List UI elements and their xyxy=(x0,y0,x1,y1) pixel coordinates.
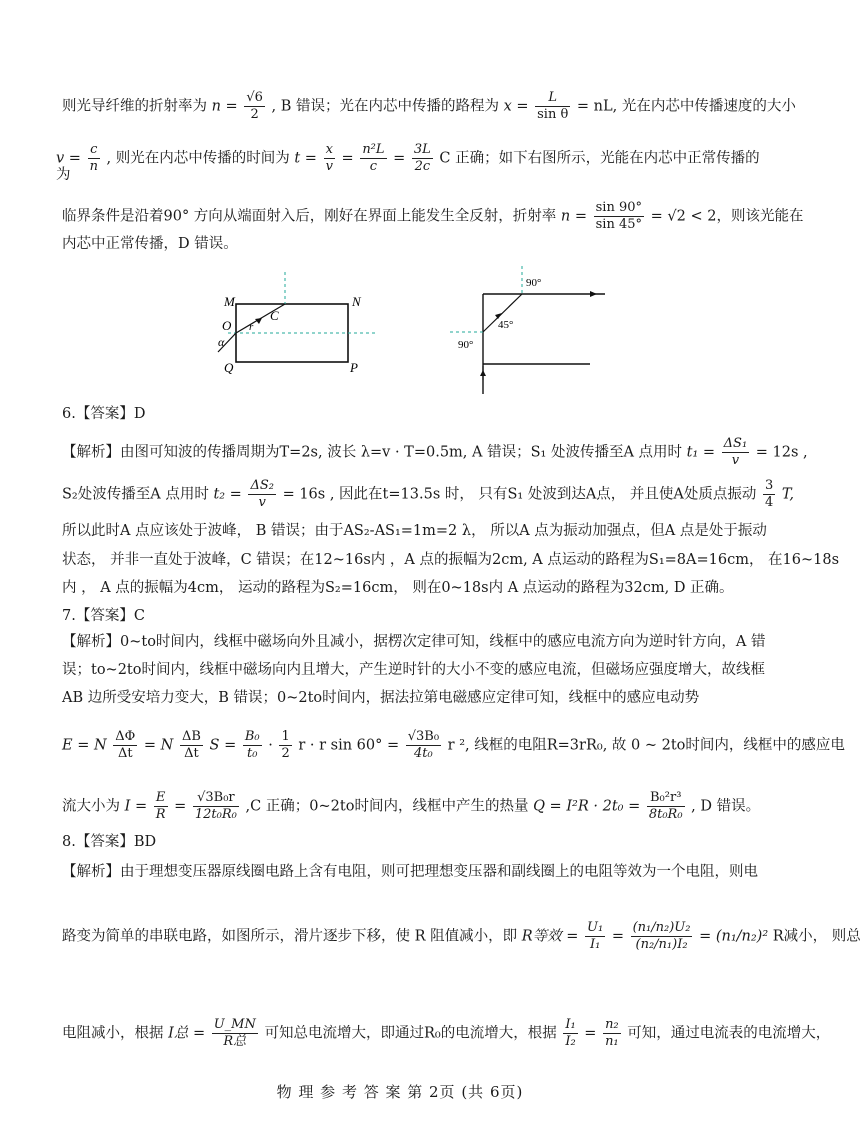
fraction: $\frac{1}{2}$ xyxy=(281,729,290,761)
fraction: $\frac{3L}{2c}$ xyxy=(413,142,431,174)
angle-90-top: 90° xyxy=(526,277,542,289)
angle-90-left: 90° xyxy=(458,339,474,351)
fraction: $\frac{\text{B₀²r³}}{\text{8t₀R₀}}$ xyxy=(648,790,683,822)
page-footer: 物 理 参 考 答 案 第 2页 (共 6页) xyxy=(276,1083,524,1101)
fraction: $\frac{\text{B₀}}{\text{t₀}}$ xyxy=(244,729,260,761)
fraction: $\frac{√6}{2}$ xyxy=(246,90,263,122)
label-M: M xyxy=(224,294,235,309)
fraction: $\frac{\text{n₂}}{\text{n₁}}$ xyxy=(605,1017,619,1049)
q5-line-2-prefix: 为 xyxy=(56,167,71,183)
fraction: $\frac{\text{√3B₀}}{\text{4t₀}}$ xyxy=(407,729,440,761)
q5-line-4: 内芯中正常传播，D 错误。 xyxy=(62,236,238,252)
fraction: $\frac{\sin 90^\circ}{\sin 45^\circ}$ xyxy=(595,200,643,232)
label-C: C xyxy=(270,308,279,323)
figure-left xyxy=(210,268,390,378)
label-alpha: α xyxy=(218,335,225,349)
fraction: $\frac{\text{(n₁/n₂)U₂}}{\text{(n₂/n₁)I₂}}$ xyxy=(632,920,691,952)
q6-answer-heading: 6.【答案】D xyxy=(62,406,146,422)
label-N: N xyxy=(352,294,361,309)
fraction: $\frac{L}{\text{sin θ}}$ xyxy=(537,90,569,122)
q8-line-3: 电阻减小，根据 I总 = $\frac{U\_MN}{\text{R总}}$ 可知总电流增大，即通过R₀的电流增大，根据 $\frac{\text{I₁}}{\text{I₂}}$ = $\frac{\text{n₂}}{\text{n₁}}$ 可知，通过电流表的电流增大， xyxy=(62,1017,831,1049)
ray-arrow-3 xyxy=(480,370,486,376)
q7-current-line: 流大小为 I = $\frac{E}{R}$ = $\frac{\text{√3B₀r}}{\text{12t₀R₀}}$ ,C 正确；0~2to时间内，线框中产生的热量 Q = I²R · 2t₀ = $\frac{\text{B₀²r³}}{\text{8t₀R₀}}$ , D 错误。 xyxy=(62,790,761,822)
label-O: O xyxy=(222,318,232,333)
q6-line-3: 所以此时A 点应该处于波峰， B 错误；由于AS₂-AS₁=1m=2 λ， 所以A 点为振动加强点，但A 点是处于振动 xyxy=(62,523,767,539)
fraction: $\frac{c}{n}$ xyxy=(89,142,98,174)
q5-line-3: 临界条件是沿着90° 方向从端面射入后，刚好在界面上能发生全反射，折射率 n = $\frac{\sin 90^\circ}{\sin 45^\circ}$ = √2 < 2，则该光能在 xyxy=(62,200,804,232)
q6-line-4: 状态， 并非一直处于波峰，C 错误；在12~16s内 ，A 点的振幅为2cm, A 点运动的路程为S₁=8A=16cm， 在16~18s xyxy=(62,552,840,568)
fraction: $\frac{\Delta\Phi}{\Delta t}$ xyxy=(115,729,136,761)
q7-line-2: 误；to~2to时间内，线框中磁场向内且增大，产生逆时针的大小不变的感应电流，但磁场应强度增大，故线框 xyxy=(62,662,765,678)
q6-line-5: 内 ， A 点的振幅为4cm， 运动的路程为S₂=16cm， 则在0~18s内 A 点运动的路程为32cm, D 正确。 xyxy=(62,580,734,596)
q6-line-2: S₂处波传播至A 点用时 t₂ = $\frac{\text{ΔS₂}}{v}$ = 16s , 因此在t=13.5s 时， 只有S₁ 处波到达A点， 并且使A处质点振动 $\frac{3}{4}$ T, xyxy=(62,478,795,510)
q7-line-1: 【解析】0~to时间内，线框中磁场向外且减小，据楞次定律可知，线框中的感应电流方向为逆时针方向，A 错 xyxy=(62,634,766,650)
q5-line-1: 则光导纤维的折射率为 n = $\frac{√6}{2}$ , B 错误；光在内芯中传播的路程为 x = $\frac{L}{\text{sin θ}}$ = nL, 光在内芯中传播速度的大小 xyxy=(62,90,796,122)
fraction: $\frac{\text{ΔS₁}}{v}$ xyxy=(723,436,748,468)
label-r: r xyxy=(249,321,254,333)
q7-line-3: AB 边所受安培力变大，B 错误；0~2to时间内，据法拉第电磁感应定律可知，线框中的感应电动势 xyxy=(62,690,700,706)
q5-line-2: v = $\frac{c}{n}$ , 则光在内芯中传播的时间为 t = $\frac{x}{v}$ = $\frac{\text{n²L}}{c}$ = $\frac{3L}{2c}$ C 正确；如下右图所示，光能在内芯中正常传播的 xyxy=(56,142,760,174)
ray-arrow-2 xyxy=(590,291,597,297)
q8-answer-heading: 8.【答案】BD xyxy=(62,834,157,850)
fraction: $\frac{\text{n²L}}{c}$ xyxy=(362,142,385,174)
fraction: $\frac{\text{U₁}}{\text{I₁}}$ xyxy=(587,920,604,952)
label-P: P xyxy=(350,360,358,375)
q7-emf-equation: E = N $\frac{\Delta\Phi}{\Delta t}$ = N $\frac{\Delta B}{\Delta t}$ S = $\frac{\text{B₀}}{\text{t₀}}$ · $\frac{1}{2}$ r · r sin 60° = $\frac{\text{√3B₀}}{\text{4t₀}}$ r ², 线框的电阻R=3rR₀, 故 0 ~ 2to时间内，线框中的感应电 xyxy=(62,729,845,761)
fraction: $\frac{x}{v}$ xyxy=(325,142,333,174)
fraction: $\frac{\text{√3B₀r}}{\text{12t₀R₀}}$ xyxy=(194,790,237,822)
q6-line-1: 【解析】由图可知波的传播周期为T=2s, 波长 λ=v · T=0.5m, A 错误；S₁ 处波传播至A 点用时 t₁ = $\frac{\text{ΔS₁}}{v}$ = 12s , xyxy=(62,436,808,468)
q7-answer-heading: 7.【答案】C xyxy=(62,608,145,624)
fraction: $\frac{\text{ΔS₂}}{v}$ xyxy=(250,478,274,510)
fraction: $\frac{\Delta B}{\Delta t}$ xyxy=(181,729,201,761)
fraction: $\frac{3}{4}$ xyxy=(765,478,774,510)
fraction: $\frac{E}{R}$ xyxy=(155,790,166,822)
q8-line-1: 【解析】由于理想变压器原线圈电路上含有电阻，则可把理想变压器和副线圈上的电阻等效为一个电阻，则电 xyxy=(62,864,758,880)
figure-right xyxy=(440,262,620,397)
fraction: $\frac{\text{I₁}}{\text{I₂}}$ xyxy=(565,1017,576,1049)
angle-45: 45° xyxy=(498,319,514,331)
fraction: $\frac{U\_MN}{\text{R总}}$ xyxy=(213,1017,256,1049)
q8-line-2: 路变为简单的串联电路，如图所示，滑片逐步下移，使 R 阻值减小，即 R等效 = $\frac{\text{U₁}}{\text{I₁}}$ = $\frac{\text{(n₁/n₂)U₂}}{\text{(n₂/n₁)I₂}}$ = (n₁/n₂)² R减小， 则总 xyxy=(62,920,861,952)
label-Q: Q xyxy=(224,360,234,375)
